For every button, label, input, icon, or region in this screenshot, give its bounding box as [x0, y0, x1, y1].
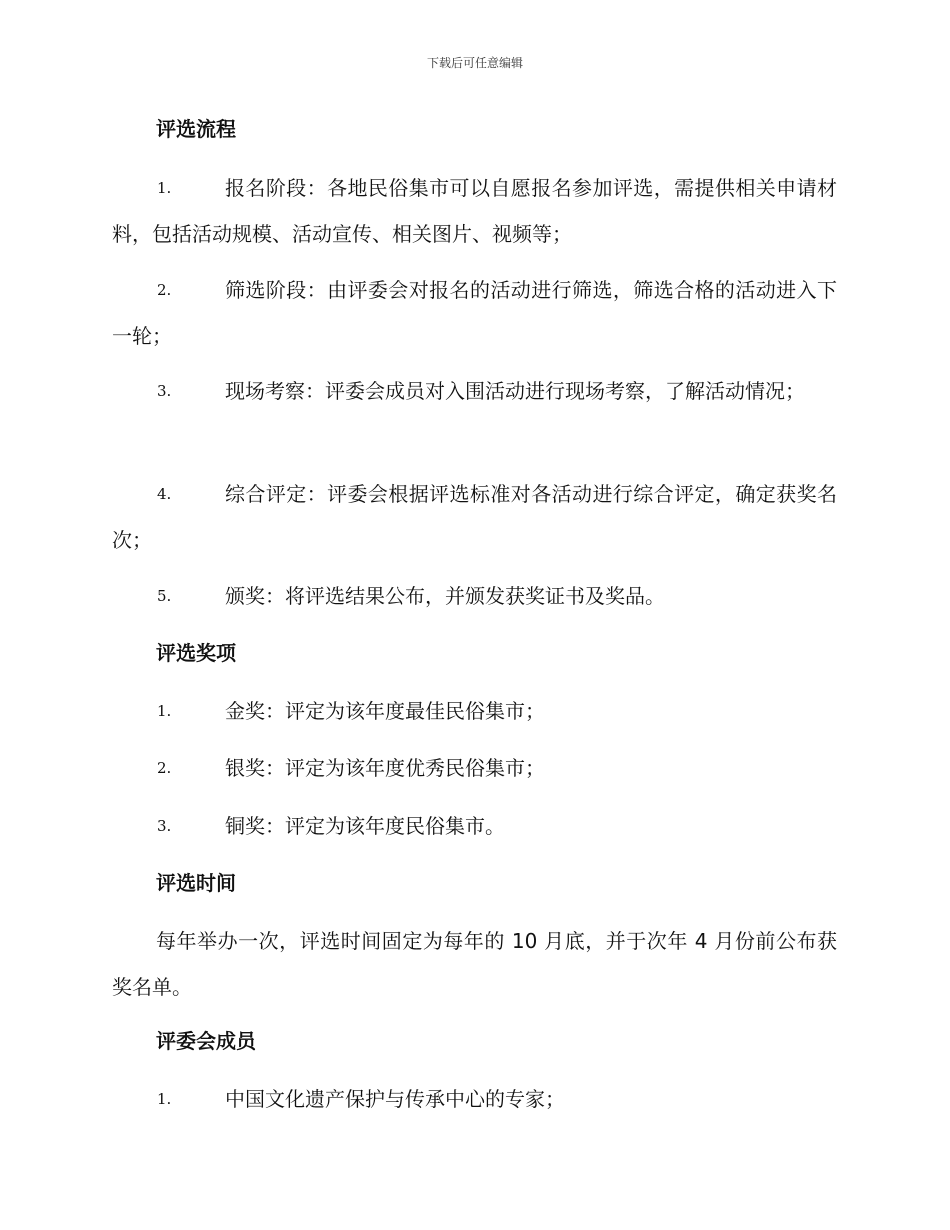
- list-item: [112, 573, 837, 619]
- list-item-text: 颁奖：将评选结果公布，并颁发获奖证书及奖品。: [225, 584, 665, 608]
- list-item-number: 3.: [157, 382, 172, 400]
- list-item-number: 5.: [157, 587, 172, 605]
- section-title-awards: 评选奖项: [156, 641, 236, 665]
- list-item: [112, 471, 837, 563]
- list-item: [112, 688, 837, 734]
- list-item-text: 中国文化遗产保护与传承中心的专家；: [225, 1087, 565, 1111]
- list-item: [112, 267, 837, 359]
- section-title-process: 评选流程: [156, 117, 236, 141]
- list-item-text: 报名阶段：各地民俗集市可以自愿报名参加评选，需提供相关申请材料，包括活动规模、活动宣传、相关图片、视频等；: [112, 176, 837, 246]
- list-item: [112, 165, 837, 257]
- list-item: [112, 803, 837, 849]
- list-item-number: 1.: [157, 179, 172, 197]
- list-item: [112, 368, 837, 414]
- page-header-note: 下载后可任意编辑: [426, 56, 523, 70]
- list-item-text: 铜奖：评定为该年度民俗集市。: [225, 814, 505, 838]
- section-title-time: 评选时间: [156, 871, 236, 895]
- list-item-number: 3.: [157, 817, 172, 835]
- list-item-number: 2.: [157, 759, 172, 777]
- list-item-number: 1.: [157, 702, 172, 720]
- list-item: [112, 1076, 837, 1122]
- list-item-text: 筛选阶段：由评委会对报名的活动进行筛选，筛选合格的活动进入下一轮；: [112, 278, 837, 348]
- section-title-committee: 评委会成员: [156, 1029, 256, 1053]
- list-item-text: 综合评定：评委会根据评选标准对各活动进行综合评定，确定获奖名次；: [112, 482, 837, 552]
- list-item-number: 4.: [157, 485, 172, 503]
- list-item: [112, 745, 837, 791]
- list-item-text: 金奖：评定为该年度最佳民俗集市；: [225, 699, 545, 723]
- list-item-number: 1.: [157, 1090, 172, 1108]
- list-item-text: 银奖：评定为该年度优秀民俗集市；: [225, 756, 545, 780]
- list-item-text: 现场考察：评委会成员对入围活动进行现场考察，了解活动情况；: [225, 379, 805, 403]
- list-item-number: 2.: [157, 281, 172, 299]
- time-paragraph: 每年举办一次，评选时间固定为每年的 10 月底，并于次年 4 月份前公布获奖名单。: [112, 929, 837, 999]
